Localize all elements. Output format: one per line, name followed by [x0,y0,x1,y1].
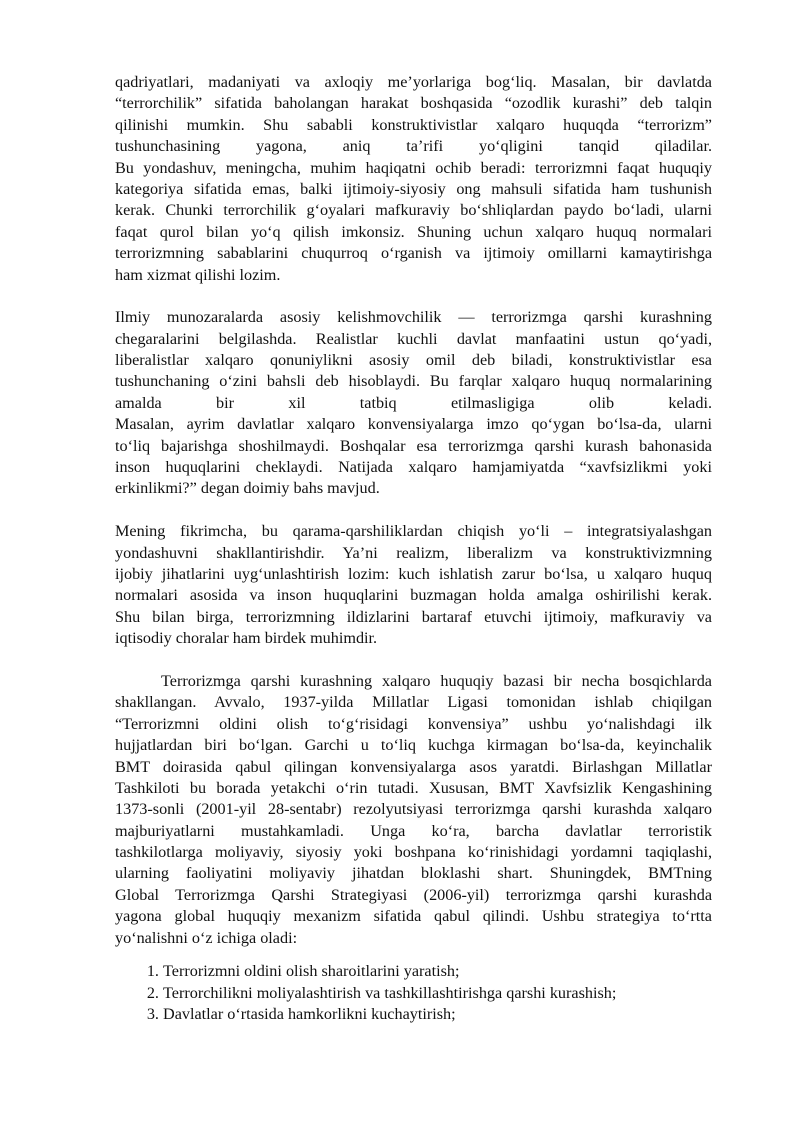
text-line: qadriyatlari, madaniyati va axloqiy me’yorlariga bog‘liq. Masalan, bir davlatda [115,73,712,91]
text-line: BMT doirasida qabul qilingan konvensiyalarga asos yaratdi. Birlashgan Millatlar [115,757,712,776]
list-item: 3. Davlatlar o‘rtasida hamkorlikni kuchaytirish; [163,1004,712,1026]
text-line: chegaralarini belgilashda. Realistlar kuchli davlat manfaatini ustun qo‘yadi, [115,329,712,348]
strategy-list [115,961,712,1026]
text-line: tashkilotlarga moliyaviy, siyosiy yoki boshpana ko‘rinishidagi yordamni taqiqlashi, [115,843,712,862]
text-line: “terrorchilik” sifatida baholangan harakat boshqasida “ozodlik kurashi” deb talqin [115,94,712,113]
text-line: kategoriya sifatida emas, balki ijtimoiy-siyosiy ong mahsuli sifatida ham tushunish [115,179,712,198]
text-line: Global Terrorizmga Qarshi Strategiyasi (2006-yil) terrorizmga qarshi kurashda [115,885,712,904]
text-line: Bu yondashuv, meningcha, muhim haqiqatni ochib beradi: terrorizmni faqat huquqiy [115,158,712,177]
list-item: 1. Terrorizmni oldini olish sharoitlarini yaratish; [163,961,712,983]
text-line: shakllangan. Avvalo, 1937-yilda Millatlar Ligasi tomonidan ishlab chiqilgan [115,693,712,712]
text-line: yondashuvni shakllantirishdir. Ya’ni realizm, liberalizm va konstruktivizmning [115,543,712,562]
text-line: liberalistlar xalqaro qonuniylikni asosiy omil deb biladi, konstruktivistlar esa [115,351,712,370]
paragraph-2 [115,307,712,500]
text-line: 1373-sonli (2001-yil 28-sentabr) rezolyutsiyasi terrorizmga qarshi kurashda xalqaro [115,800,712,819]
list-item: 2. Terrorchilikni moliyalashtirish va tashkillashtirishga qarshi kurashish; [163,983,712,1005]
text-line: Tashkiloti bu borada yetakchi o‘rin tutadi. Xususan, BMT Xavfsizlik Kengashining [115,778,712,797]
text-line: terrorizmning sabablarini chuqurroq o‘rganish va ijtimoiy omillarni kamaytirishga [115,244,712,263]
text-line: normalari asosida va inson huquqlarini buzmagan holda amalga oshirilishi kerak. [115,586,712,605]
text-line: tushunchaning o‘zini bahsli deb hisoblaydi. Bu farqlar xalqaro huquq normalarining [115,372,712,391]
text-line: Mening fikrimcha, bu qarama-qarshiliklardan chiqish yo‘li – integratsiyalashgan [115,522,712,541]
text-line: qilinishi mumkin. Shu sababli konstruktivistlar xalqaro huquqda “terrorizm” [115,115,712,134]
paragraph-1 [115,72,712,286]
text-line: erkinlikmi?” degan doimiy bahs mavjud. [115,479,380,498]
text-line: amalda bir xil tatbiq etilmasligiga olib keladi. [115,393,712,412]
text-line: Masalan, ayrim davlatlar xalqaro konvensiyalarga imzo qo‘ygan bo‘lsa-da, ularni [115,415,712,434]
text-line: hujjatlardan biri bo‘lgan. Garchi u to‘liq kuchga kirmagan bo‘lsa-da, keyinchalik [115,736,712,755]
text-line: Ilmiy munozaralarda asosiy kelishmovchilik — terrorizmga qarshi kurashning [115,308,712,327]
text-line: to‘liq bajarishga shoshilmaydi. Boshqalar esa terrorizmga qarshi kurash bahonasida [115,436,712,455]
text-line: iqtisodiy choralar ham birdek muhimdir. [115,629,378,648]
text-line: Terrorizmga qarshi kurashning xalqaro huquqiy bazasi bir necha bosqichlarda [161,671,712,690]
text-line: faqat qurol bilan yo‘q qilish imkonsiz. Shuning uchun xalqaro huquq normalari [115,222,712,241]
text-line: ularning faoliyatini moliyaviy jihatdan bloklashi shart. Shuningdek, BMTning [115,864,712,883]
text-line: yo‘nalishni o‘z ichiga oladi: [115,928,298,947]
text-line: inson huquqlarini cheklaydi. Natijada xalqaro hamjamiyatda “xavfsizlikmi yoki [115,458,712,477]
text-line: yagona global huquqiy mexanizm sifatida qabul qilindi. Ushbu strategiya to‘rtta [115,907,712,926]
text-line: ham xizmat qilishi lozim. [115,265,281,284]
text-line: Shu bilan birga, terrorizmning ildizlarini bartaraf etuvchi ijtimoiy, mafkuraviy va [115,607,712,626]
text-line: kerak. Chunki terrorchilik g‘oyalari mafkuraviy bo‘shliqlardan paydo bo‘ladi, ularni [115,201,712,220]
paragraph-4 [115,671,712,949]
paragraph-3 [115,521,712,649]
text-line: majburiyatlarni mustahkamladi. Unga ko‘ra, barcha davlatlar terroristik [115,821,712,840]
text-line: tushunchasining yagona, aniq ta’rifi yo‘qligini tanqid qiladilar. [115,137,712,156]
text-line: “Terrorizmni oldini olish to‘g‘risidagi konvensiya” ushbu yo‘nalishdagi ilk [115,714,712,733]
text-line: ijobiy jihatlarini uyg‘unlashtirish lozim: kuch ishlatish zarur bo‘lsa, u xalqaro huquq [115,564,712,583]
document-page [115,72,712,1026]
